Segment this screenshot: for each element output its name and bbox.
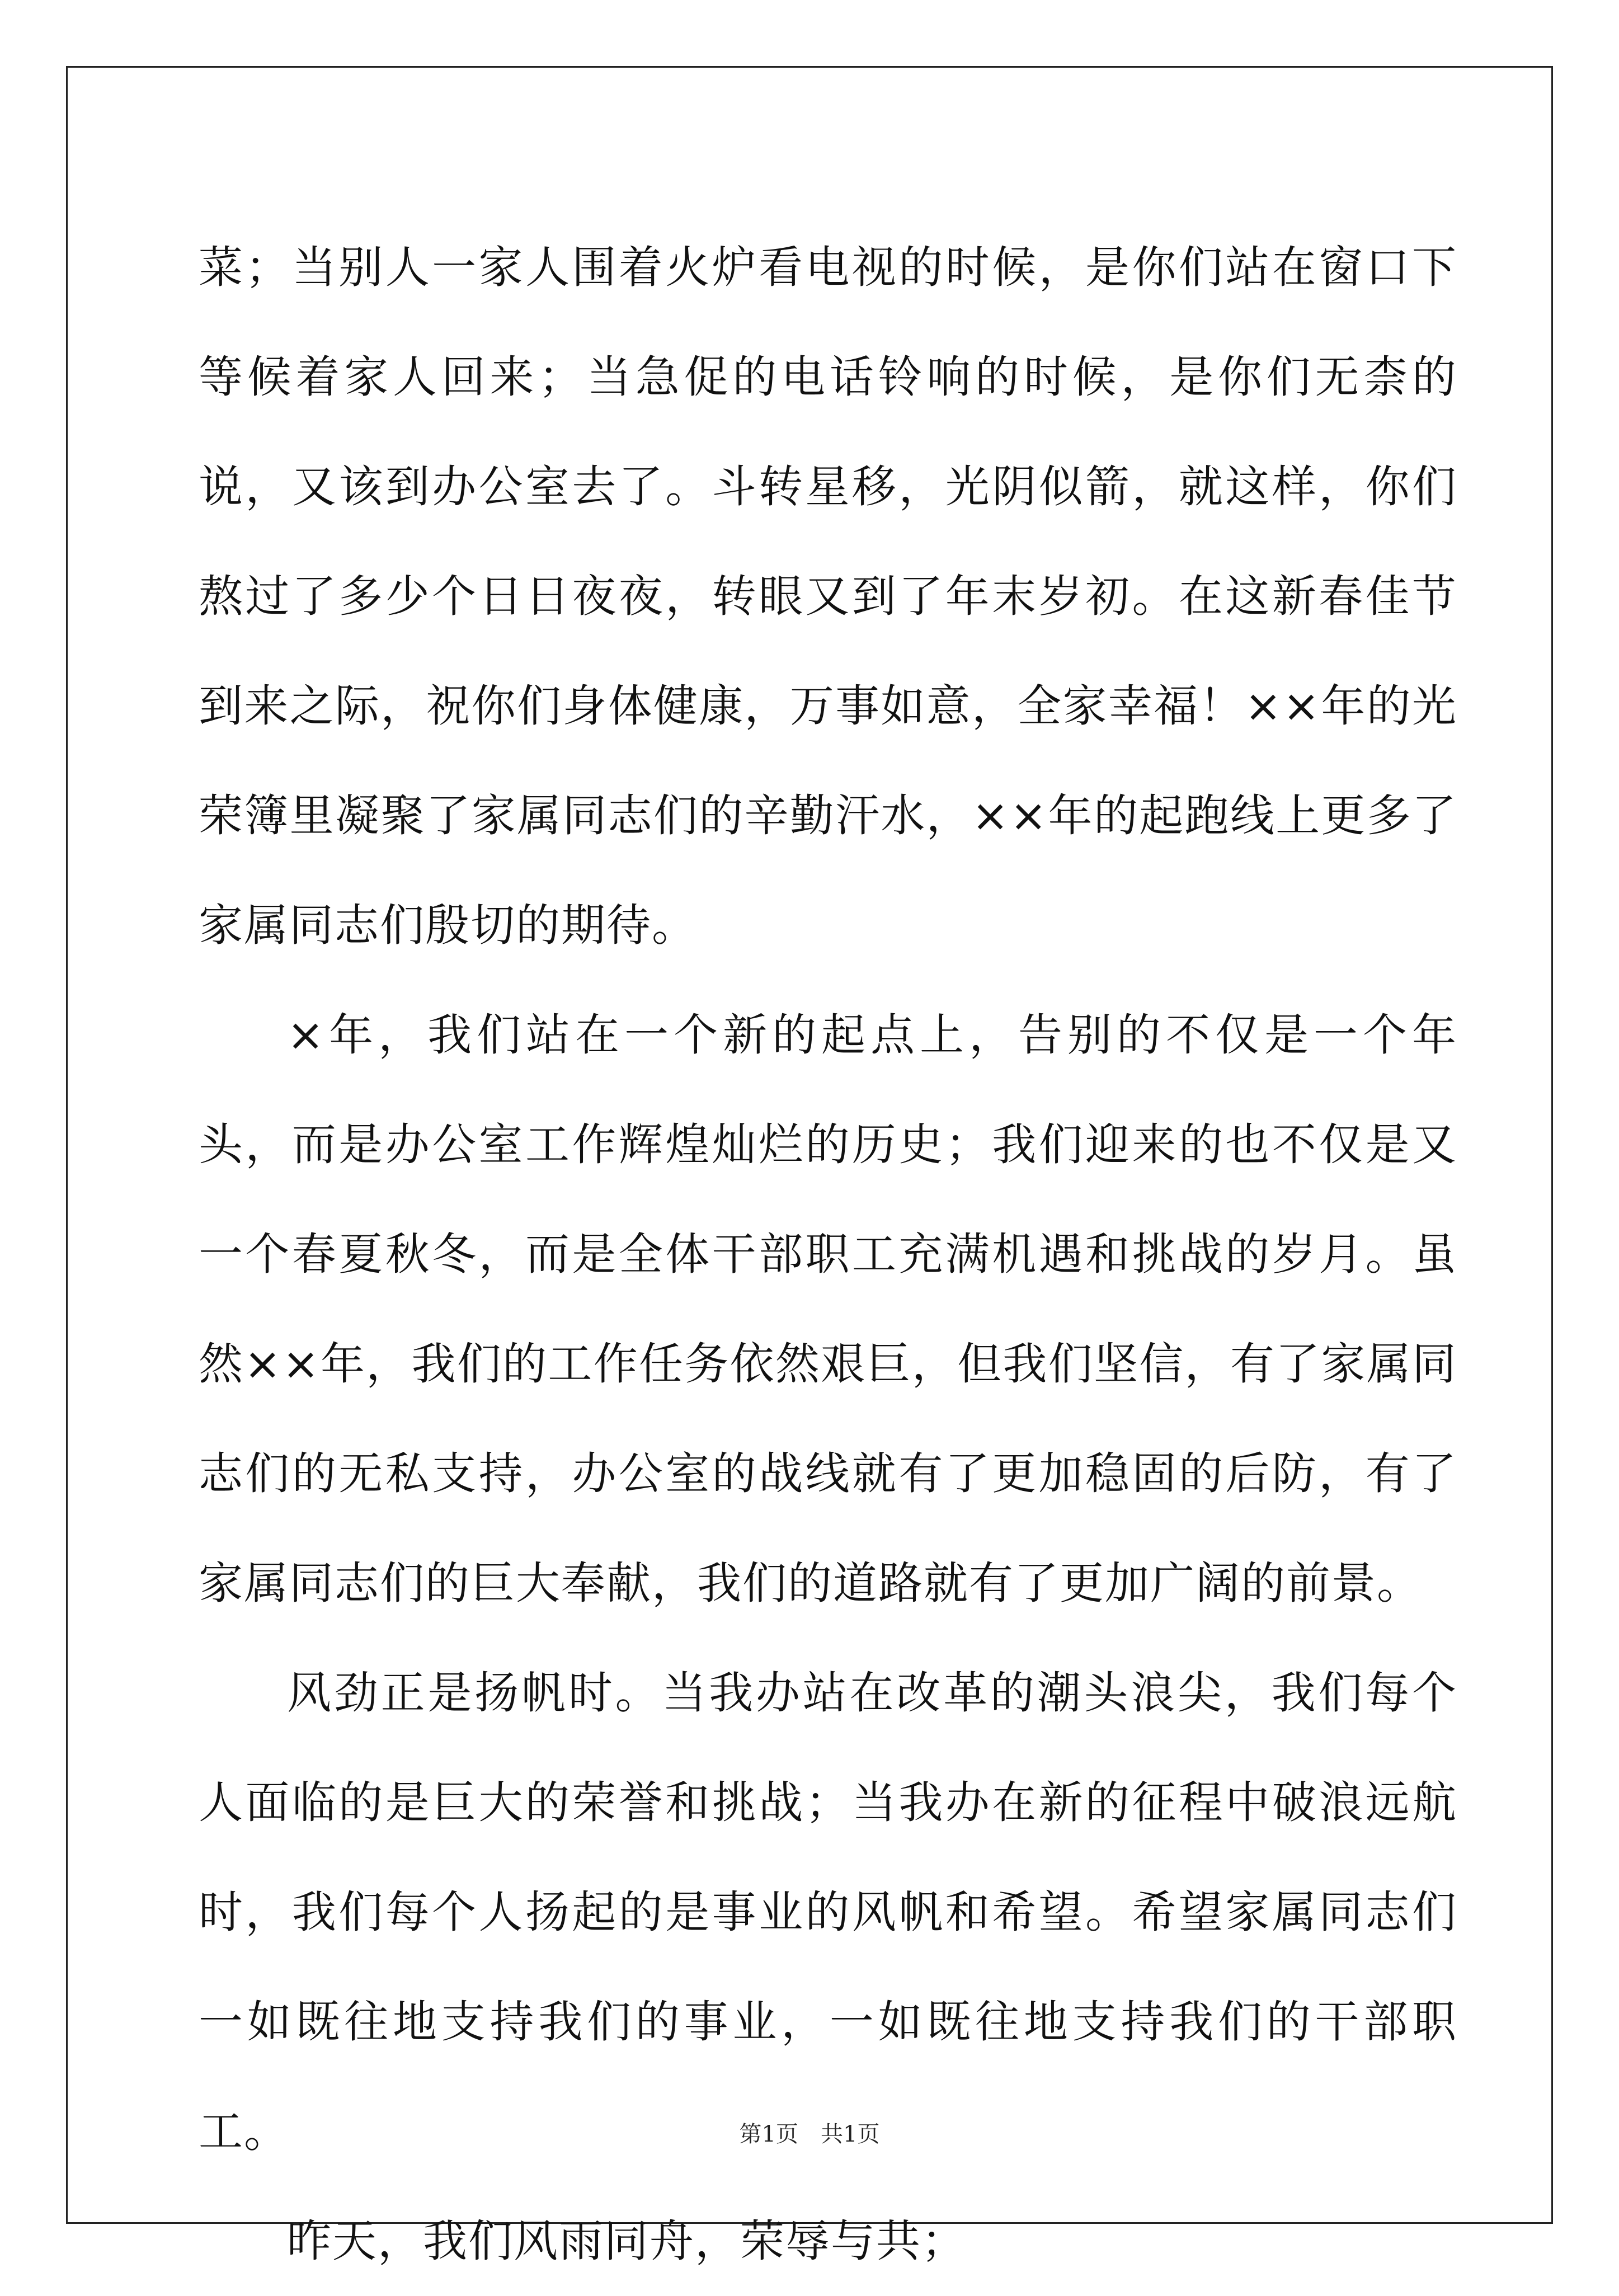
paragraph-1: 菜；当别人一家人围着火炉看电视的时候，是你们站在窗口下等候着家人回来；当急促的电话铃响的时候，是你们无柰的说，又该到办公室去了。斗转星移，光阴似箭，就这样，你们熬过了多少个日日夜夜，转眼又到了年末岁初。在这新春佳节到来之际，祝你们身体健康，万事如意，全家幸福！××年的光荣簿里凝聚了家属同志们的辛勤汗水，××年的起跑线上更多了家属同志们殷切的期待。 [199,242,1457,951]
paragraph-2: ×年，我们站在一个新的起点上，告别的不仅是一个年头，而是办公室工作辉煌灿烂的历史；我们迎来的也不仅是又一个春夏秋冬，而是全体干部职工充满机遇和挑战的岁月。虽然××年，我们的工作任务依然艰巨，但我们坚信，有了家属同志们的无私支持，办公室的战线就有了更加稳固的后防，有了家属同志们的巨大奉献，我们的道路就有了更加广阔的前景。 [199,1009,1457,1609]
document-body [199,213,1457,2296]
paragraph-4: 昨天，我们风雨同舟，荣辱与共； [287,2215,967,2267]
paragraph-3: 风劲正是扬帆时。当我办站在改革的潮头浪尖，我们每个人面临的是巨大的荣誉和挑战；当我办在新的征程中破浪远航时，我们每个人扬起的是事业的风帆和希望。希望家属同志们一如既往地支持我们的事业，一如既往地支持我们的干部职工。 [199,1667,1457,2157]
page-number-footer: 第1页 共1页 [739,2121,880,2147]
